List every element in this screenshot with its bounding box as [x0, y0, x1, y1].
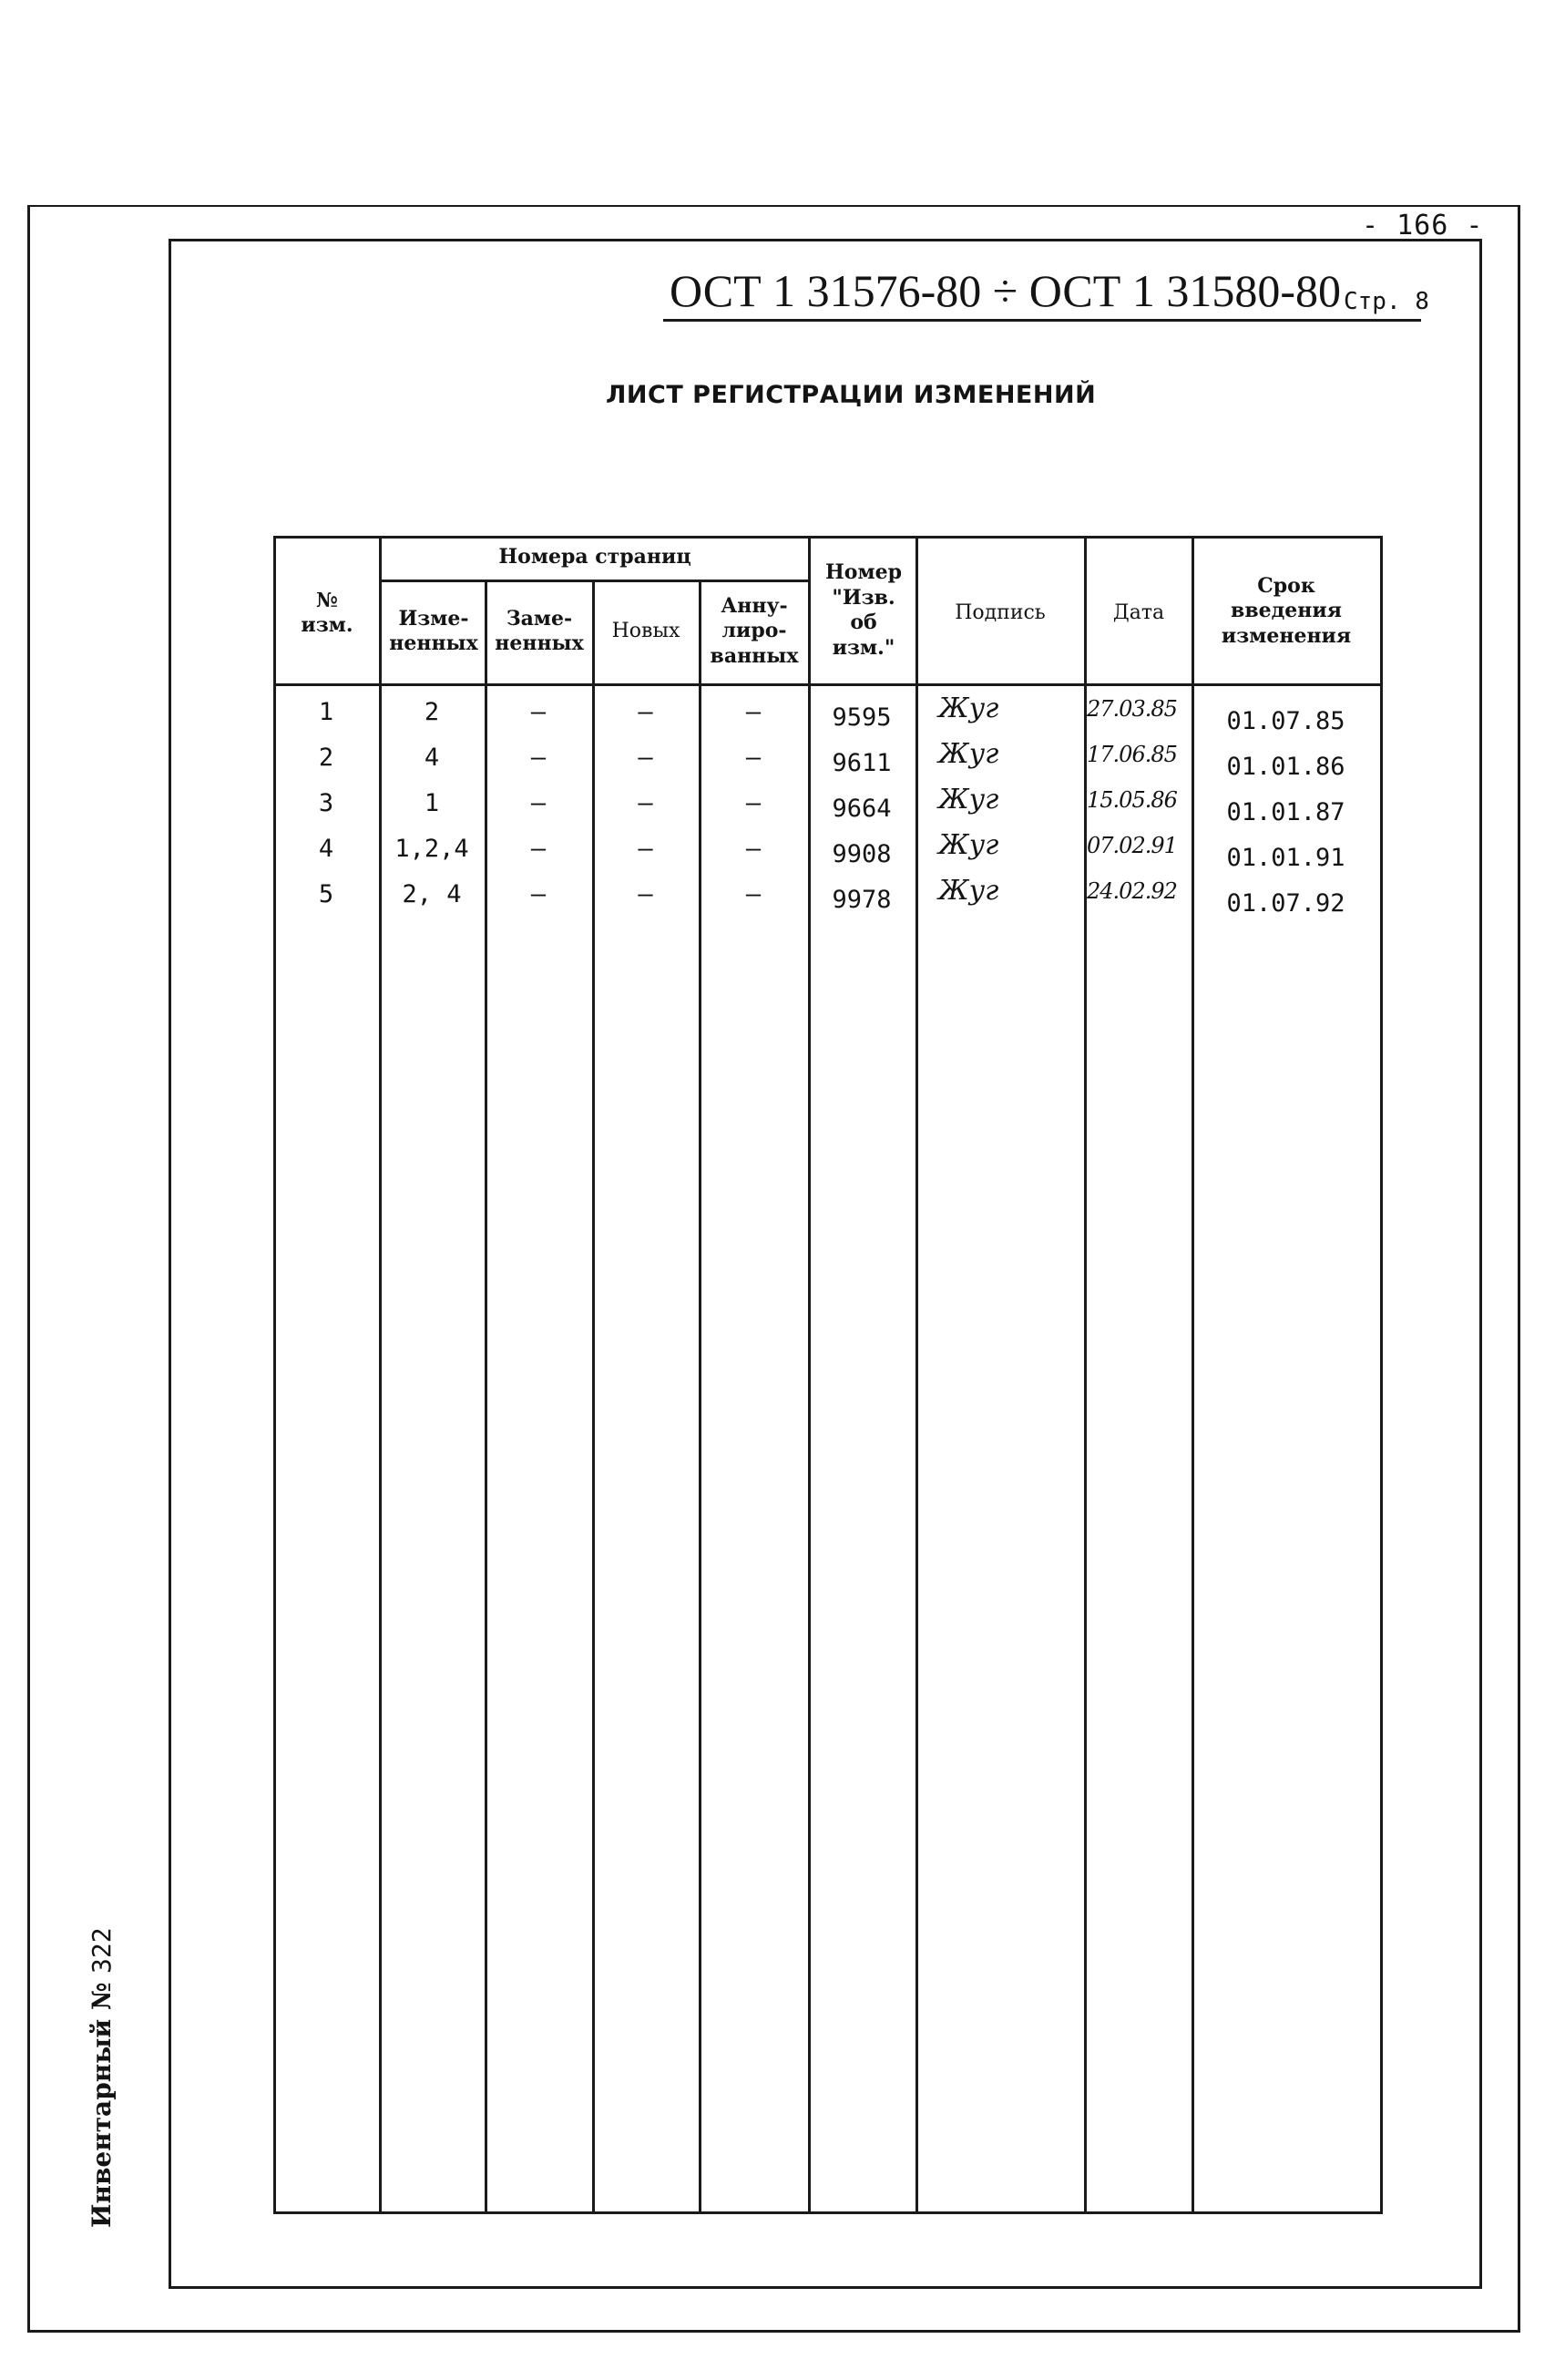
cell-replaced: –	[530, 744, 547, 772]
cell-date: 27.03.85	[1087, 696, 1177, 722]
cell-new: –	[638, 880, 653, 908]
header-changed: Изме- ненных	[389, 606, 478, 655]
cell-notice: 9978	[832, 886, 892, 914]
header-signature: Подпись	[955, 601, 1046, 625]
cell-no: 2	[318, 744, 334, 772]
cell-changed: 2	[424, 698, 440, 726]
cell-replaced: –	[530, 835, 547, 863]
header-replaced: Заме- ненных	[495, 606, 584, 655]
cell-changed: 2, 4	[402, 880, 462, 908]
cell-date: 15.05.86	[1087, 787, 1177, 813]
cell-new: –	[638, 835, 653, 863]
table-right-border	[1380, 536, 1383, 2214]
cell-no: 1	[318, 698, 334, 726]
col-divider-1	[379, 536, 382, 2214]
cell-signature: Жуг	[938, 829, 999, 861]
cell-annulled: –	[745, 835, 762, 863]
page-number: - 166 -	[1362, 210, 1484, 241]
col-divider-5	[808, 536, 811, 2214]
standard-title: ОСТ 1 31576-80 ÷ ОСТ 1 31580-80	[670, 265, 1341, 316]
header-new: Новых	[611, 620, 680, 643]
cell-no: 4	[318, 835, 334, 863]
cell-annulled: –	[745, 744, 762, 772]
cell-changed: 1,2,4	[394, 835, 469, 863]
cell-replaced: –	[530, 789, 547, 817]
pages-group-rule	[379, 580, 811, 582]
header-effective: Срок введения изменения	[1221, 573, 1352, 648]
table-bottom-border	[273, 2211, 1383, 2214]
cell-new: –	[638, 789, 653, 817]
sheet-title: ЛИСТ РЕГИСТРАЦИИ ИЗМЕНЕНИЙ	[606, 381, 1097, 409]
col-divider-6	[915, 536, 918, 2214]
header-annulled: Анну- лиро- ванных	[710, 593, 799, 668]
header-notice-no: Номер "Изв. об изм."	[825, 560, 902, 660]
inventory-number: 322	[87, 1927, 117, 1974]
cell-no: 5	[318, 880, 334, 908]
cell-notice: 9664	[832, 795, 892, 823]
cell-new: –	[638, 744, 653, 772]
inventory-stamp	[87, 1927, 117, 2228]
cell-annulled: –	[745, 789, 762, 817]
cell-effective: 01.01.87	[1226, 798, 1345, 826]
cell-effective: 01.07.92	[1226, 889, 1345, 918]
cell-no: 3	[318, 789, 334, 817]
cell-effective: 01.07.85	[1226, 707, 1345, 735]
inventory-label: Инвентарный №	[87, 1982, 117, 2228]
cell-annulled: –	[745, 880, 762, 908]
title-underline	[663, 319, 1421, 322]
cell-replaced: –	[530, 698, 547, 726]
cell-effective: 01.01.91	[1226, 844, 1345, 872]
cell-signature: Жуг	[938, 875, 999, 907]
cell-notice: 9595	[832, 703, 892, 732]
cell-new: –	[638, 698, 653, 726]
cell-annulled: –	[745, 698, 762, 726]
cell-notice: 9908	[832, 840, 892, 868]
change-registration-table	[273, 536, 1383, 2214]
header-bottom-rule	[273, 683, 1383, 686]
cell-changed: 4	[424, 744, 440, 772]
cell-date: 17.06.85	[1087, 742, 1177, 767]
cell-effective: 01.01.86	[1226, 753, 1345, 781]
col-divider-4	[699, 580, 701, 2214]
cell-date: 07.02.91	[1087, 833, 1177, 858]
cell-date: 24.02.92	[1087, 878, 1177, 904]
header-page-numbers: Номера страниц	[498, 545, 691, 569]
table-left-border	[273, 536, 276, 2214]
cell-signature: Жуг	[938, 692, 999, 724]
cell-replaced: –	[530, 880, 547, 908]
col-divider-2	[485, 580, 487, 2214]
cell-changed: 1	[424, 789, 440, 817]
header-change-no: № изм.	[301, 588, 353, 637]
header-date: Дата	[1112, 601, 1165, 625]
cell-notice: 9611	[832, 749, 892, 777]
cell-signature: Жуг	[938, 738, 999, 770]
standard-page: Стр. 8	[1344, 288, 1429, 315]
cell-signature: Жуг	[938, 784, 999, 816]
col-divider-3	[592, 580, 595, 2214]
